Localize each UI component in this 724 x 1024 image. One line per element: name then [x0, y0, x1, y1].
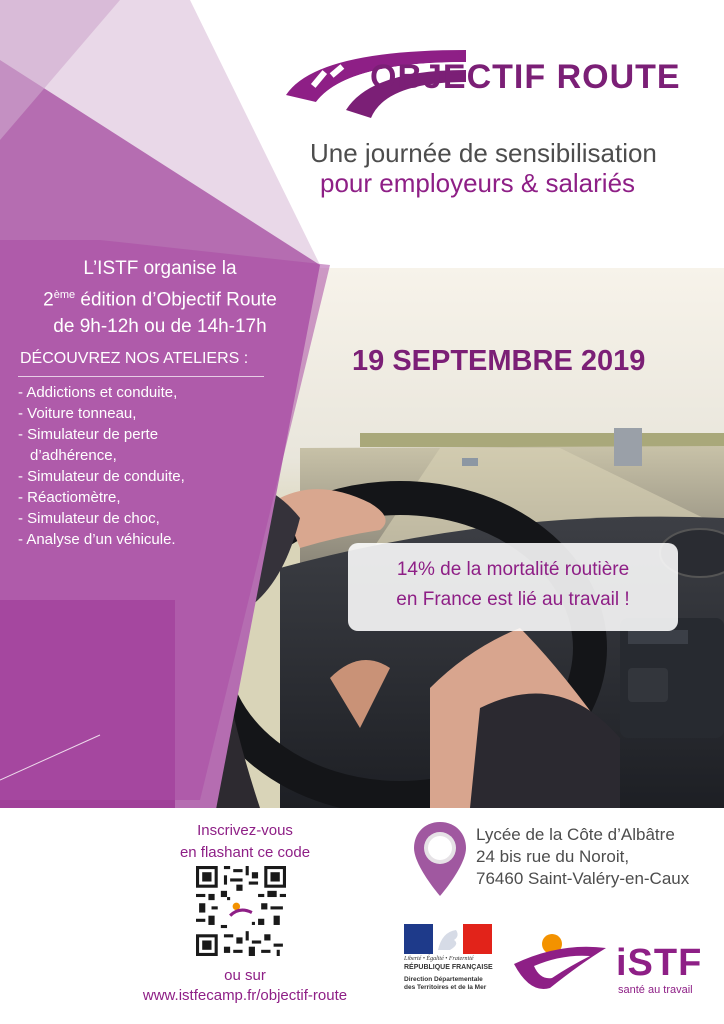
tagline-line2: pour employeurs & salariés	[320, 168, 636, 198]
list-item: - Analyse d’un véhicule.	[18, 531, 176, 548]
ateliers-heading: DÉCOUVREZ NOS ATELIERS :	[20, 350, 249, 367]
rf-motto: Liberté • Égalité • Fraternité	[404, 956, 474, 962]
ateliers-list	[18, 382, 278, 550]
or-label: ou sur	[224, 967, 266, 984]
tagline-line1: Une journée de sensibilisation	[310, 138, 657, 168]
stat-callout	[348, 543, 678, 631]
list-item: - Simulateur de perte	[18, 426, 159, 443]
qr-code-icon[interactable]	[196, 866, 286, 956]
marianne-logo	[404, 924, 492, 954]
stat-line1: 14% de la mortalité routière	[396, 559, 630, 580]
istf-logo	[510, 928, 610, 998]
logo-title: OBJECTIF ROUTE	[370, 58, 681, 96]
intro-line3: de 9h-12h ou de 14h-17h	[53, 316, 267, 338]
ateliers-divider	[18, 376, 264, 377]
intro-line1: L’ISTF organise la	[83, 258, 237, 279]
istf-name: iSTF	[616, 942, 703, 984]
list-item: - Simulateur de conduite,	[18, 468, 185, 485]
registration-link[interactable]: www.istfecamp.fr/objectif-route	[142, 987, 348, 1004]
stat-line2: en France est lié au travail !	[396, 589, 630, 610]
address	[476, 824, 689, 890]
list-item: - Réactiomètre,	[18, 489, 121, 506]
intro-line2: 2ème édition d’Objectif Route	[43, 289, 277, 311]
location-pin-icon	[412, 820, 468, 898]
event-date: 19 SEPTEMBRE 2019	[352, 345, 646, 377]
address-line3: 76460 Saint-Valéry-en-Caux	[476, 869, 690, 888]
istf-subtitle: santé au travail	[618, 984, 693, 996]
intro-text	[0, 255, 320, 340]
address-line2: 24 bis rue du Noroit,	[476, 847, 630, 866]
list-item: d’adhérence,	[30, 447, 117, 464]
qr-label: Inscrivez-vous en flashant ce code	[179, 822, 311, 861]
address-line1: Lycée de la Côte d’Albâtre	[476, 825, 675, 844]
rf-direction: Direction Départementale des Territoires et de la Mer	[404, 976, 487, 991]
list-item: - Voiture tonneau,	[18, 405, 137, 422]
list-item: - Simulateur de choc,	[18, 510, 160, 527]
rf-name: RÉPUBLIQUE FRANÇAISE	[404, 964, 493, 971]
list-item: - Addictions et conduite,	[18, 384, 178, 401]
